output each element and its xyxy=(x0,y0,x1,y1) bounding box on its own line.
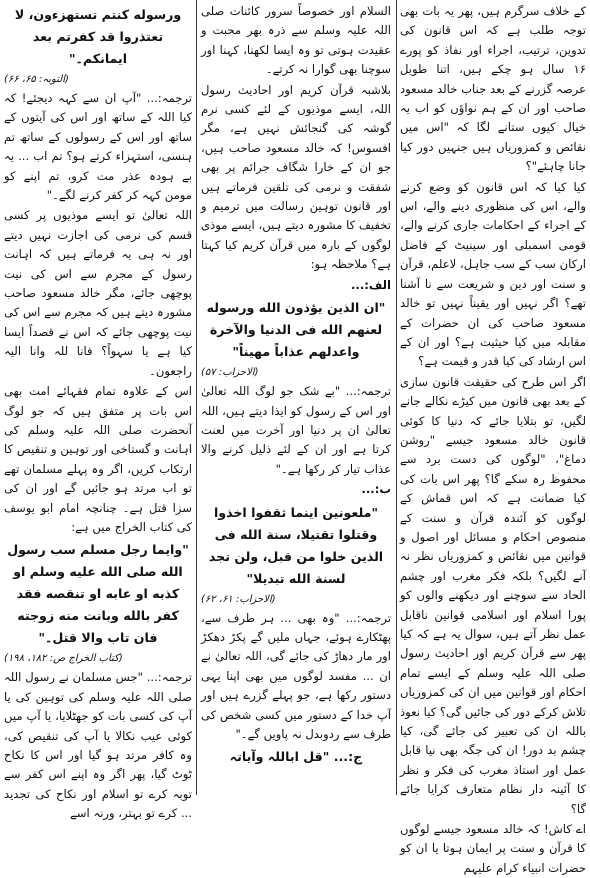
verse-reference: (الاحزاب: ۵۷) xyxy=(201,367,259,379)
paragraph: کے خلاف سرگرم ہیں، پھر یہ بات بھی توجہ طلب ہے کہ اس قانون کی تدوین، ترتیب، اجراء اور نفاذ کو پورے ۱۶ سال ہو چکے ہیں، اتنا طویل عرصہ گزرنے کے بعد جناب خالد مسعود صاحب اور ان کے ہم نواؤں کو اب یہ خیال کیوں ستانے لگا کہ "اس میں نقائص و کمزوریاں ہیں جنہیں دور کیا جانا چاہئے"؟ xyxy=(400,4,586,174)
paragraph: بلاشبہ قرآن کریم اور احادیث رسول اللہ، ایسے موذیوں کے لئے کسی نرم گوشہ کی گنجائش نہیں ہے، مگر افسوس! کہ خالد مسعود صاحب ہیں، جو ان کے خارا شگاف جرائم پر بھی شفقت و نرمی کی تلقین فرماتے ہیں اور قانون توہین رسالت میں ترمیم و تخفیف کا مشورہ دیتے ہیں، ایسے موذی لوگوں کے بارہ میں قرآن کریم کیا کہتا ہے؟ ملاحظہ ہو: xyxy=(201,82,391,272)
translation: ترجمہ:... "وہ بھی ... ہر طرف سے، پھٹکارے ہوئے، جہاں ملیں گے پکڑ دھکڑ اور مار دھاڑ کی جائے گی، اللہ تعالیٰ نے ان ... مفسد لوگوں میں بھی اپنا یہی دستور رکھا ہے، جو پہلے گزرے ہیں اور آپ خدا کے دستور میں کسی شخص کی طرف سے ردوبدل نہ پاویں گے۔" xyxy=(201,610,391,741)
paragraph: اے کاش! کہ خالد مسعود جیسے لوگوں کا قرآن و سنت پر ایمان ہوتا یا ان کو حضرات انبیاء کرام علیہم xyxy=(400,822,586,875)
quote-label: ب:... xyxy=(361,482,391,497)
paragraph: اس کے علاوہ تمام فقہائے امت بھی اس بات پر متفق ہیں کہ جو لوگ آنحضرت صلی اللہ علیہ وسلم کی اہانت و گستاخی اور توہین و تنقیص کا ارتکاب کریں، اگر وہ پہلے مسلمان تھے تو اب مرتد ہو جائیں گے اور ان کی سزا قتل ہے۔ چنانچہ امام ابو یوسف کی کتاب الخراج میں ہے: xyxy=(4,384,192,534)
paragraph: اللہ تعالیٰ تو ایسے موذیوں پر کسی قسم کی نرمی کی اجازت نہیں دیتے اور نہ ہی یہ فرماتے ہیں کہ اہانت رسول کے مجرم سے اس کی نیت پوچھی جائے، مگر خالد مسعود صاحب مشورہ دیتے ہیں کہ مجرم سے اس کی نیت پوچھی جائے کہ اس نے قصداً ایسا کیا ہے یا سہواً؟ فانا للہ وانا الیہ راجعون۔ xyxy=(4,208,192,378)
paragraph: اگر اس طرح کی حقیقت قانون سازی کے بعد بھی قانون میں کیڑے نکالے جانے لگیں، تو بتلایا جائے کہ دنیا کا کوئی قانون خالد مسعود جیسے "روشن دماغ"، "لوگوں کی دست برد سے محفوظ رہ سکے گا؟ پھر اس بات کی کیا ضمانت ہے کہ اس قماش کے لوگوں کو آئندہ قرآن و سنت کے منصوص احکام و مسائل اور اصول و قوانین میں نقائص و کمزوریاں نظر نہ آنے لگیں؟ بلکہ فکر مغرب اور چشم الحاد سے سوچنے اور دیکھنے والوں کو پورا اسلام اور اسلامی قوانین ناقابل عمل نظر آتے ہیں، سوال یہ ہے کہ کیا پھر سے قرآن کریم اور احادیث رسول صلی اللہ علیہ وسلم کے ایسے تمام احکام اور قوانین میں ان کی کمزوریاں تلاش کرکے دور کی جائیں گی؟ کیا نعوذ باللہ ان کی تعبیر کی جائے گی، کیا چشم بد دور! ان کی جگہ بھی نیا قابل عمل اور استاذ مغرب کی فکر و نظر کا آئینہ دار نظام متعارف کرایا جائے گا؟ xyxy=(400,374,586,816)
paragraph: کیا کیا کہ اس قانون کو وضع کرنے والے، اس کی منظوری دینے والے، اس کے اجراء کے احکامات جاری کرنے والے، قومی اسمبلی اور سینیٹ کے فاضل ارکان سب کے سب جاہل، لاعلم، قرآن و سنت اور دین و شریعت سے نا آشنا تھے؟ اگر نہیں اور یقیناً نہیں تو خالد مسعود صاحب کی ان حضرات کے مقابلہ میں کیا حیثیت ہے؟ اور ان کے اس ارشاد کی کیا قدر و قیمت ہے؟ xyxy=(400,179,586,369)
arabic-verse: ج:... "قل اباللہ وآیاتہ xyxy=(229,749,363,765)
verse-reference: (التوبہ: ۶۵، ۶۶) xyxy=(4,74,69,85)
verse-reference: (الاحزاب: ۶۱، ۶۲) xyxy=(201,593,276,605)
arabic-verse: "ملعونین اینما ثقفوا اخذوا وقتلوا تقتیلا، سنة الله فی الذین خلوا من قبل، ولن تجد لسنة الله تبدیلا" xyxy=(208,504,384,586)
paragraph: السلام اور خصوصاً سرور کائنات صلی اللہ علیہ وسلم سے ذرہ بھر محبت و عقیدت ہوتی تو وہ ایسا لکھنا، کہنا اور سوچنا بھی گوارا نہ کرتے۔ xyxy=(201,4,391,77)
column-divider xyxy=(196,0,197,795)
column-divider xyxy=(396,0,397,795)
text-column-right xyxy=(400,2,586,875)
book-reference: (کتاب الخراج ص: ۱۸۲، ۱۹۸) xyxy=(4,653,123,665)
arabic-verse: ورسوله کنتم تستهزءون، لا تعتذروا قد کفرتم بعد ایمانکم۔" xyxy=(14,7,182,66)
text-column-middle xyxy=(201,2,391,793)
arabic-verse: "ان الذین یؤذون الله ورسوله لعنهم الله فی الدنیا والآخرة واعدلهم عذاباً مهیناً" xyxy=(206,300,386,360)
paragraph: ترجمہ:... "آپ ان سے کہہ دیجئے! کہ کیا اللہ کے ساتھ اور اس کی آیتوں کے ساتھ اور اس کے رسولوں کے ساتھ تم ہنسی، استہزاء کرتے ہو؟ تم اب ... یہ بے ہودہ عذر مت کرو، تم اپنے کو مومن کہہ کر کفر کرنے لگے۔" xyxy=(4,91,192,203)
translation: ترجمہ:... "بے شک جو لوگ اللہ تعالیٰ اور اس کے رسول کو ایذا دیتے ہیں، اللہ تعالیٰ ان پر دنیا اور آخرت میں لعنت کرتا ہے اور ان کے لئے ذلیل کرنے والا عذاب تیار کر رکھا ہے۔" xyxy=(201,384,391,476)
arabic-quotation: "وایما رجل مسلم سب رسول الله صلی الله علیه وسلم او کذبه او عابه او تنقصه فقد کفر بالله وبانت منه زوجته فان تاب والا قتل۔" xyxy=(7,542,189,646)
quote-label: الف:... xyxy=(351,277,391,292)
translation: ترجمہ:... "جس مسلمان نے رسول اللہ صلی اللہ علیہ وسلم کی توہین کی یا آپ کی کسی بات کو جھٹلایا، یا آپ میں کوئی عیب نکالا یا آپ کی تنقیص کی، وہ کافر مرتد ہو گیا اور اس کا نکاح ٹوٹ گیا، پھر اگر وہ اپنے اس کفر سے توبہ کرے تو اسلام اور نکاح کی تجدید ... کرے تو بہتر، ورنہ اسے xyxy=(4,670,192,821)
text-column-left xyxy=(4,2,192,821)
